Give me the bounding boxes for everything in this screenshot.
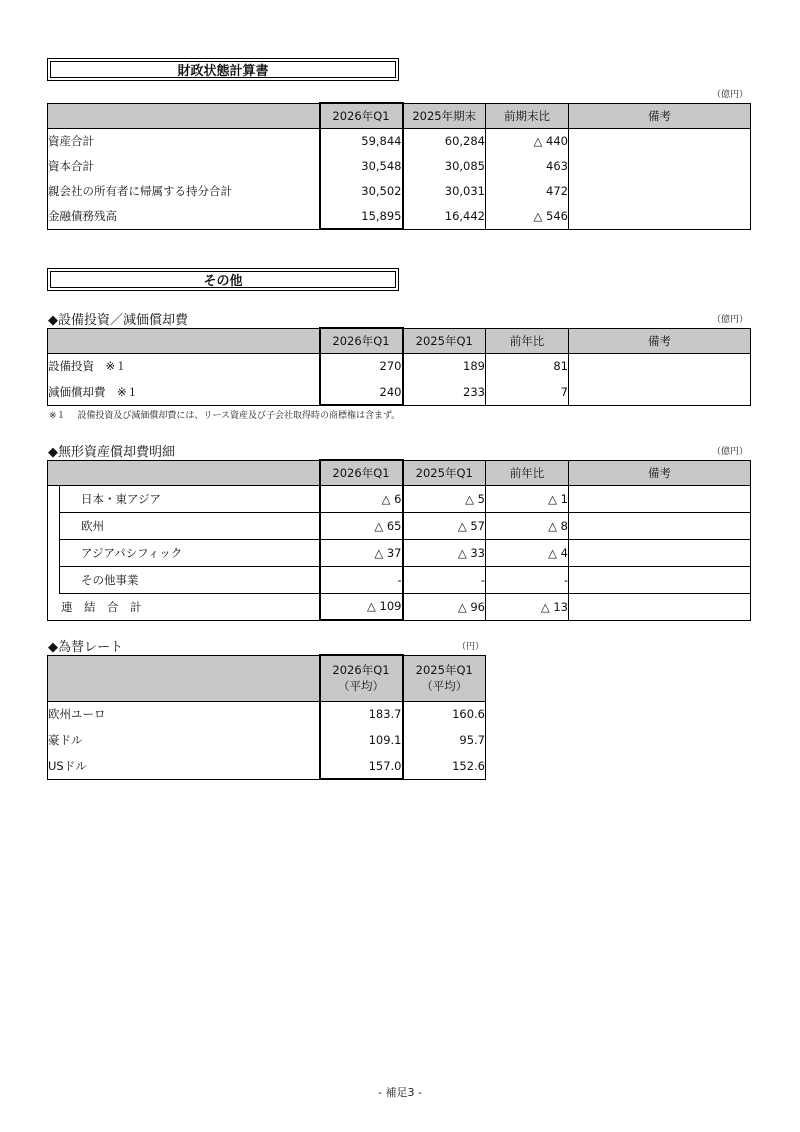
remarks-cell [569, 379, 751, 405]
table-row [48, 379, 751, 405]
table-row [48, 153, 751, 178]
value-cell: △ 6 [320, 485, 403, 512]
remarks-cell [569, 153, 751, 178]
balance-sheet-title: 財政状態計算書 [50, 61, 396, 78]
header-col-1: 2026年Q1 [320, 328, 403, 353]
header-col-remarks: 備考 [569, 328, 751, 353]
balance-sheet-title-box [47, 58, 399, 81]
header-average: （平均） [421, 679, 468, 693]
row-label: 設備投資 ※１ [48, 353, 320, 379]
header-col-remarks: 備考 [569, 460, 751, 485]
remarks-cell [569, 485, 751, 512]
total-row [48, 593, 751, 620]
indent-bar [48, 539, 60, 566]
value-cell: 16,442 [403, 203, 486, 229]
balance-sheet-table [47, 102, 751, 230]
value-cell: △ 5 [403, 485, 486, 512]
header-blank [48, 103, 320, 128]
header-col-3: 前期末比 [486, 103, 569, 128]
remarks-cell [569, 353, 751, 379]
header-col-2: 2025年Q1 [403, 460, 486, 485]
remarks-cell [569, 566, 751, 593]
value-cell: △ 65 [320, 512, 403, 539]
value-cell: 240 [320, 379, 403, 405]
header-col-2: 2025年期末 [403, 103, 486, 128]
value-cell: - [403, 566, 486, 593]
remarks-cell [569, 539, 751, 566]
row-label: 資本合計 [48, 153, 320, 178]
total-label: 連 結 合 計 [48, 593, 320, 620]
row-label: 資産合計 [48, 128, 320, 153]
table-row [48, 203, 751, 229]
table-row [48, 753, 486, 779]
value-cell: 157.0 [320, 753, 403, 779]
indent-bar [48, 485, 60, 512]
header-period: 2026年Q1 [332, 663, 390, 678]
intangible-heading: ◆無形資産償却費明細 [48, 445, 175, 460]
value-cell: △ 1 [486, 485, 569, 512]
header-col-1: 2026年Q1 [320, 460, 403, 485]
row-label: 金融債務残高 [48, 203, 320, 229]
other-title-box [47, 268, 399, 291]
remarks-cell [569, 203, 751, 229]
total-value: △ 109 [320, 593, 403, 620]
remarks-cell [569, 512, 751, 539]
table-row [48, 566, 751, 593]
value-cell: 30,031 [403, 178, 486, 203]
row-label: その他事業 [60, 566, 320, 593]
value-cell: 233 [403, 379, 486, 405]
value-cell: 183.7 [320, 701, 403, 727]
value-cell: 60,284 [403, 128, 486, 153]
value-cell: △ 4 [486, 539, 569, 566]
value-cell: 7 [486, 379, 569, 405]
header-col-2: 2025年Q1 [403, 328, 486, 353]
page-number: - 補足3 - [378, 1086, 422, 1099]
value-cell: 152.6 [403, 753, 486, 779]
table-row [48, 701, 486, 727]
value-cell: 81 [486, 353, 569, 379]
value-cell: 270 [320, 353, 403, 379]
row-label: 減価償却費 ※１ [48, 379, 320, 405]
capex-heading: ◆設備投資／減価償却費 [48, 313, 188, 328]
value-cell: - [486, 566, 569, 593]
table-header-row [48, 655, 486, 701]
row-label: 親会社の所有者に帰属する持分合計 [48, 178, 320, 203]
value-cell: △ 8 [486, 512, 569, 539]
table-row [48, 727, 486, 753]
value-cell: 463 [486, 153, 569, 178]
value-cell: △ 57 [403, 512, 486, 539]
intangible-table [47, 459, 751, 621]
value-cell: 30,502 [320, 178, 403, 203]
table-row [48, 512, 751, 539]
table-row [48, 485, 751, 512]
value-cell: 15,895 [320, 203, 403, 229]
balance-unit: （億円） [712, 90, 749, 100]
header-col-1 [320, 655, 403, 701]
header-blank [48, 655, 320, 701]
header-period: 2025年Q1 [415, 663, 473, 677]
table-header-row [48, 460, 751, 485]
fx-heading: ◆為替レート [48, 640, 123, 655]
value-cell: 189 [403, 353, 486, 379]
header-col-3: 前年比 [486, 460, 569, 485]
header-col-3: 前年比 [486, 328, 569, 353]
table-row [48, 353, 751, 379]
total-value: △ 13 [486, 593, 569, 620]
value-cell: △ 37 [320, 539, 403, 566]
row-label: 豪ドル [48, 727, 320, 753]
table-row [48, 178, 751, 203]
value-cell: 30,548 [320, 153, 403, 178]
capex-table [47, 327, 751, 406]
row-label: USドル [48, 753, 320, 779]
indent-bar [48, 512, 60, 539]
header-col-1: 2026年Q1 [320, 103, 403, 128]
row-label: 欧州 [60, 512, 320, 539]
row-label: アジアパシフィック [60, 539, 320, 566]
capex-footnote: ※１ 設備投資及び減価償却費には、リース資産及び子会社取得時の商標権は含まず。 [49, 411, 401, 421]
header-average: （平均） [338, 679, 384, 694]
header-blank [48, 328, 320, 353]
other-title: その他 [50, 271, 396, 288]
value-cell: 95.7 [403, 727, 486, 753]
capex-unit: （億円） [712, 315, 749, 325]
value-cell: 59,844 [320, 128, 403, 153]
value-cell: △ 440 [486, 128, 569, 153]
header-blank [48, 460, 320, 485]
total-value: △ 96 [403, 593, 486, 620]
row-label: 日本・東アジア [60, 485, 320, 512]
remarks-cell [569, 128, 751, 153]
value-cell: 30,085 [403, 153, 486, 178]
intangible-unit: （億円） [712, 447, 749, 457]
remarks-cell [569, 178, 751, 203]
table-header-row [48, 328, 751, 353]
fx-unit: （円） [457, 642, 485, 652]
table-header-row [48, 103, 751, 128]
value-cell: - [320, 566, 403, 593]
value-cell: 109.1 [320, 727, 403, 753]
remarks-cell [569, 593, 751, 620]
header-col-remarks: 備考 [569, 103, 751, 128]
value-cell: △ 546 [486, 203, 569, 229]
value-cell: 472 [486, 178, 569, 203]
value-cell: 160.6 [403, 701, 486, 727]
header-col-2 [403, 655, 486, 701]
indent-bar [48, 566, 60, 593]
value-cell: △ 33 [403, 539, 486, 566]
table-row [48, 539, 751, 566]
table-row [48, 128, 751, 153]
fx-table [47, 654, 486, 780]
row-label: 欧州ユーロ [48, 701, 320, 727]
